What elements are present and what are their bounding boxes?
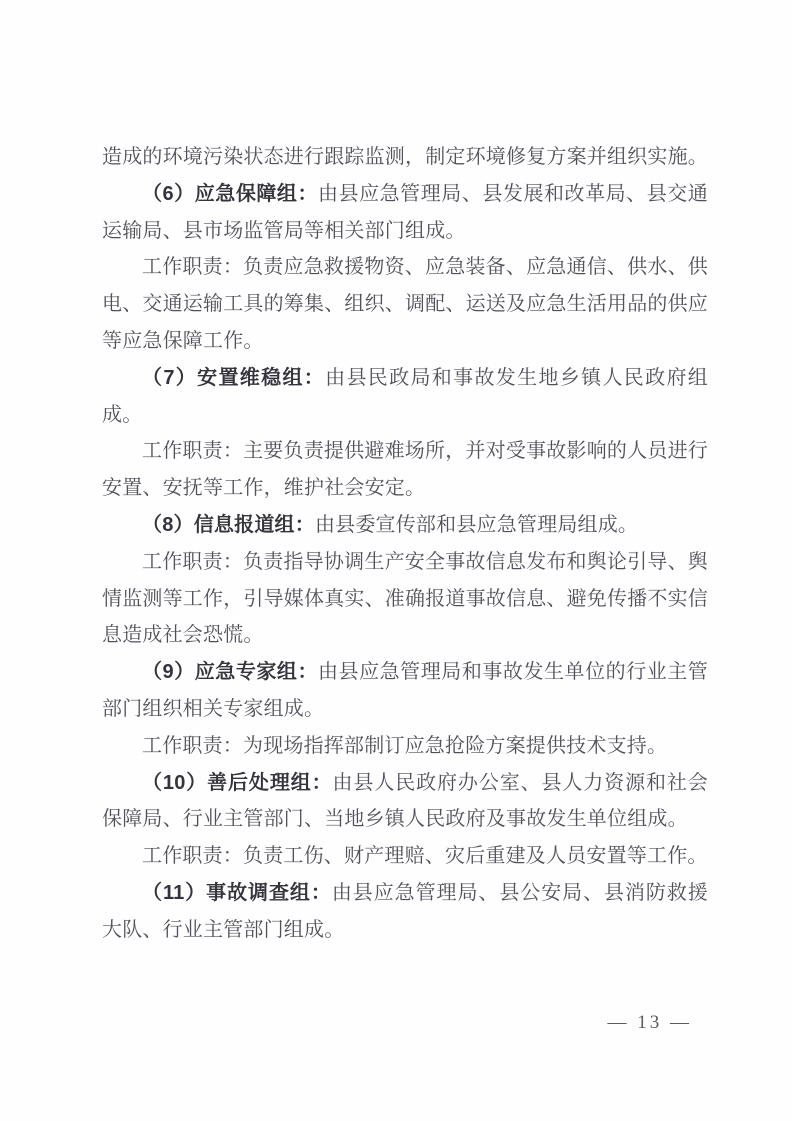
paragraph-text: 工作职责：负责应急救援物资、应急装备、应急通信、供水、供电、交通运输工具的筹集、组织、调配、运送及应急生活用品的供应等应急保障工作。 — [102, 256, 708, 352]
page-number: — 13 — — [607, 1012, 692, 1033]
paragraph-group-11 — [102, 875, 708, 949]
group-7-heading: （7）安置维稳组： — [142, 366, 326, 389]
paragraph-text: 由县应急管理局、县公安局、县消防救援大队、行业主管部门组成。 — [102, 881, 708, 941]
paragraph-text: 由县委宣传部和县应急管理局组成。 — [314, 513, 639, 536]
paragraph-text: 由县民政局和事故发生地乡镇人民政府组成。 — [102, 366, 708, 426]
paragraph-text: 工作职责：主要负责提供避难场所，并对受事故影响的人员进行安置、安抚等工作，维护社会安定。 — [102, 440, 708, 500]
document-body — [102, 139, 708, 949]
paragraph-text: 工作职责：为现场指挥部制订应急抢险方案提供技术支持。 — [142, 734, 668, 757]
paragraph-group-6 — [102, 176, 708, 250]
paragraph-group-10 — [102, 765, 708, 839]
paragraph-group-9 — [102, 654, 708, 728]
paragraph-continuation — [102, 139, 708, 176]
paragraph-text: 由县应急管理局和事故发生单位的行业主管部门组织相关专家组成。 — [102, 661, 708, 720]
paragraph-group-7 — [102, 360, 708, 434]
paragraph-text: 工作职责：负责工伤、财产理赔、灾后重建及人员安置等工作。 — [142, 845, 708, 868]
group-8-heading: （8）信息报道组： — [142, 513, 315, 536]
paragraph-group-6-duties — [102, 249, 708, 359]
paragraph-group-7-duties — [102, 433, 708, 507]
paragraph-text: 由县人民政府办公室、县人力资源和社会保障局、行业主管部门、当地乡镇人民政府及事故发生单位组成。 — [102, 771, 708, 831]
group-10-heading: （10）善后处理组： — [142, 771, 333, 794]
paragraph-text: 工作职责：负责指导协调生产安全事故信息发布和舆论引导、舆情监测等工作，引导媒体真实、准确报道事故信息、避免传播不实信息造成社会恐慌。 — [102, 550, 708, 647]
paragraph-group-10-duties — [102, 838, 708, 875]
group-11-heading: （11）事故调查组： — [142, 881, 332, 904]
group-6-heading: （6）应急保障组： — [142, 182, 319, 205]
group-9-heading: （9）应急专家组： — [142, 661, 319, 684]
paragraph-text: 由县应急管理局、县发展和改革局、县交通运输局、县市场监管局等相关部门组成。 — [102, 182, 708, 242]
paragraph-text: 造成的环境污染状态进行跟踪监测，制定环境修复方案并组织实施。 — [102, 146, 708, 168]
paragraph-group-8-duties — [102, 544, 708, 654]
paragraph-group-8 — [102, 507, 708, 544]
paragraph-group-9-duties — [102, 728, 708, 765]
